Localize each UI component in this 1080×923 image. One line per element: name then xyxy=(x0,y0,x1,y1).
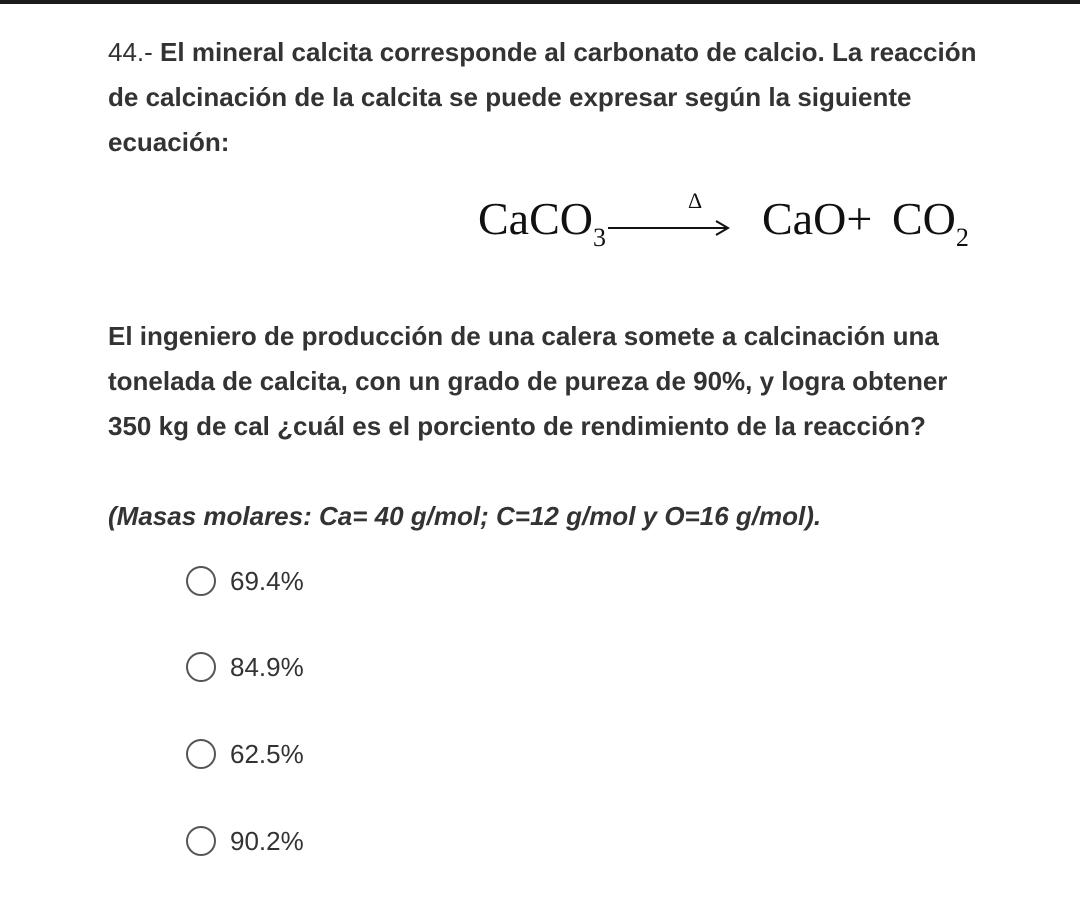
reactant-subscript: 3 xyxy=(593,223,606,252)
reaction-arrow-icon xyxy=(606,194,734,244)
option-label: 84.9% xyxy=(230,651,304,682)
equation-product-co2: $CO_2$ xyxy=(892,193,969,252)
radio-button-icon[interactable] xyxy=(186,652,216,682)
option-4[interactable] xyxy=(186,824,304,858)
radio-button-icon[interactable] xyxy=(186,566,216,596)
option-label: 62.5% xyxy=(230,738,304,769)
radio-button-icon[interactable] xyxy=(186,739,216,769)
question-statement: El mineral calcita corresponde al carbonato de calcio. La reacción de calcinación de la calcita se puede expresar según la siguiente ecuación: xyxy=(108,37,977,157)
delta-symbol: Δ xyxy=(688,188,703,213)
option-label: 69.4% xyxy=(230,565,304,596)
question-text xyxy=(108,30,988,165)
product-subscript: 2 xyxy=(955,223,969,252)
equation-reactant: CaCO$_3$ xyxy=(478,193,606,252)
option-3[interactable] xyxy=(186,737,304,771)
chemical-equation xyxy=(478,186,998,256)
radio-button-icon[interactable] xyxy=(186,826,216,856)
equation-product-cao: CaO+ xyxy=(762,193,873,244)
molar-masses-note: (Masas molares: Ca= 40 g/mol; C=12 g/mol y O=16 g/mol). xyxy=(108,501,822,531)
question-number: 44.- xyxy=(108,37,153,67)
option-label: 90.2% xyxy=(230,825,304,856)
top-border xyxy=(0,0,1080,4)
option-1[interactable] xyxy=(186,564,304,598)
problem-text: El ingeniero de producción de una calera somete a calcinación una tonelada de calcita, con un grado de pureza de 90%, y logra obtener 350 kg de cal ¿cuál es el porciento de rendimiento de la reacción? xyxy=(108,321,948,441)
option-2[interactable] xyxy=(186,650,304,684)
